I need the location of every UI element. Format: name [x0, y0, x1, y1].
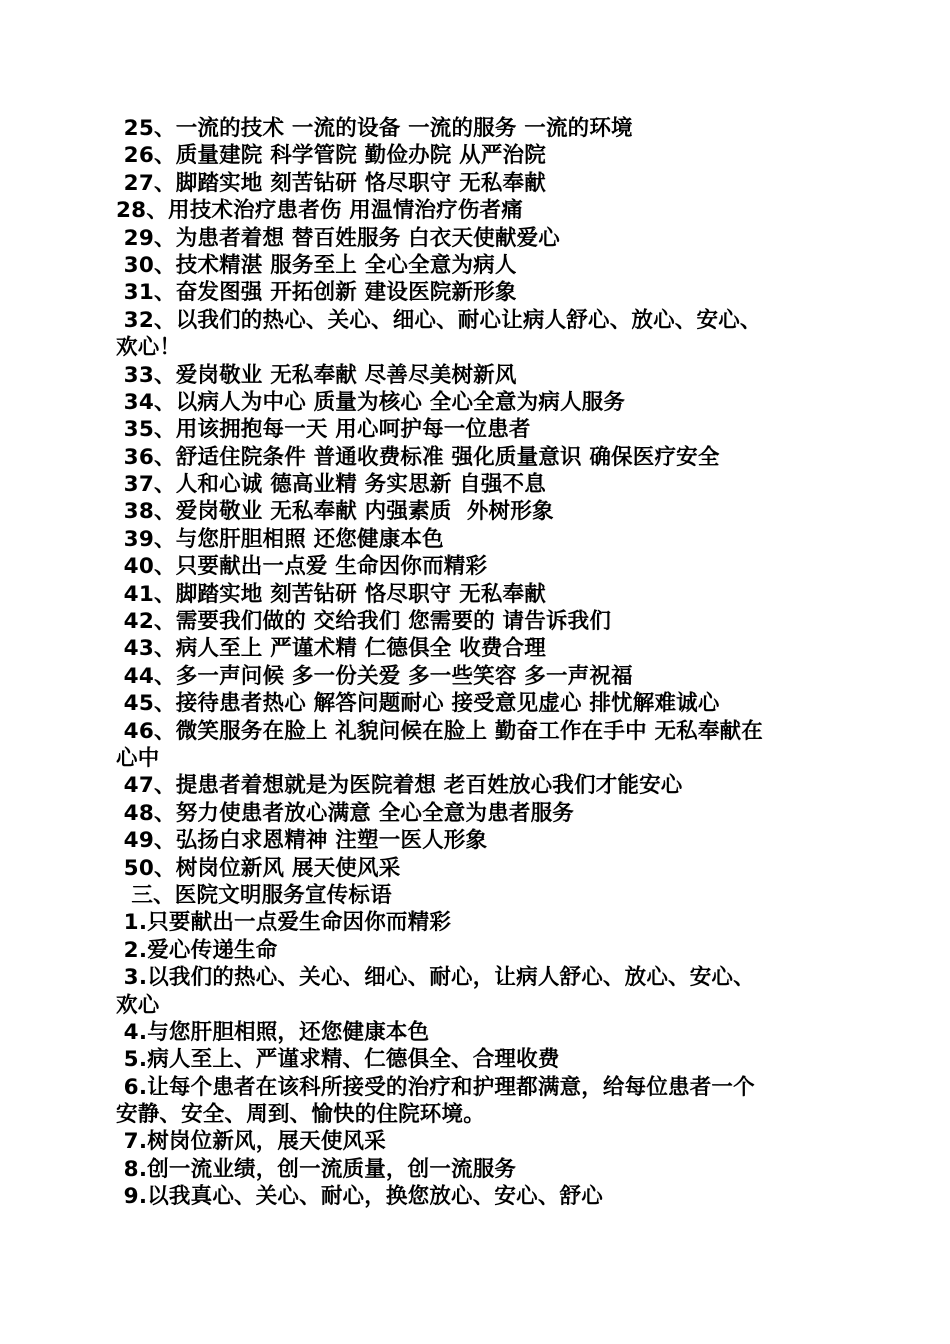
text-line: 45、接待患者热心 解答问题耐心 接受意见虚心 排忧解难诚心 — [116, 691, 720, 717]
section-heading: 三、医院文明服务宣传标语 — [116, 882, 392, 908]
text-line: 50、树岗位新风 展天使风采 — [116, 855, 401, 881]
text-line: 33、爱岗敬业 无私奉献 尽善尽美树新风 — [116, 362, 517, 388]
text-line: 36、舒适住院条件 普通收费标准 强化质量意识 确保医疗安全 — [116, 444, 720, 470]
text-line: 4.与您肝胆相照，还您健康本色 — [116, 1019, 430, 1045]
text-line: 35、用该拥抱每一天 用心呵护每一位患者 — [116, 417, 531, 443]
text-line: 7.树岗位新风，展天使风采 — [116, 1129, 386, 1155]
text-line: 48、努力使患者放心满意 全心全意为患者服务 — [116, 800, 574, 826]
text-line: 6.让每个患者在该科所接受的治疗和护理都满意，给每位患者一个 — [116, 1074, 755, 1100]
text-line: 39、与您肝胆相照 还您健康本色 — [116, 526, 444, 552]
text-line: 31、奋发图强 开拓创新 建设医院新形象 — [116, 280, 517, 306]
text-line: 34、以病人为中心 质量为核心 全心全意为病人服务 — [116, 389, 626, 415]
text-line: 32、以我们的热心、关心、细心、耐心让病人舒心、放心、安心、 — [116, 307, 762, 333]
text-line: 42、需要我们做的 交给我们 您需要的 请告诉我们 — [116, 609, 612, 635]
text-line: 41、脚踏实地 刻苦钻研 恪尽职守 无私奉献 — [116, 581, 546, 607]
text-line: 29、为患者着想 替百姓服务 白衣天使献爱心 — [116, 225, 560, 251]
text-line: 30、技术精湛 服务至上 全心全意为病人 — [116, 252, 517, 278]
text-line: 8.创一流业绩，创一流质量，创一流服务 — [116, 1156, 517, 1182]
text-line: 9.以我真心、关心、耐心，换您放心、安心、舒心 — [116, 1184, 603, 1210]
text-line-continuation: 安静、安全、周到、愉快的住院环境。 — [116, 1102, 485, 1128]
text-line: 37、人和心诚 德高业精 务实思新 自强不息 — [116, 472, 546, 498]
text-line-continuation: 欢心！ — [116, 335, 182, 361]
text-line: 26、质量建院 科学管院 勤俭办院 从严治院 — [116, 143, 546, 169]
text-line: 28、用技术治疗患者伤 用温情治疗伤者痛 — [116, 198, 523, 224]
text-line-continuation: 欢心 — [116, 992, 160, 1018]
text-line: 40、只要献出一点爱 生命因你而精彩 — [116, 554, 488, 580]
text-line: 27、脚踏实地 刻苦钻研 恪尽职守 无私奉献 — [116, 170, 546, 196]
text-line: 1.只要献出一点爱生命因你而精彩 — [116, 910, 452, 936]
text-line: 44、多一声问候 多一份关爱 多一些笑容 多一声祝福 — [116, 663, 633, 689]
text-line: 47、提患者着想就是为医院着想 老百姓放心我们才能安心 — [116, 773, 683, 799]
text-line-continuation: 心中 — [116, 745, 160, 771]
text-line: 38、爱岗敬业 无私奉献 内强素质 外树形象 — [116, 499, 554, 525]
text-line: 43、病人至上 严谨术精 仁德俱全 收费合理 — [116, 636, 546, 662]
text-line: 2.爱心传递生命 — [116, 937, 278, 963]
text-line: 3.以我们的热心、关心、细心、耐心，让病人舒心、放心、安心、 — [116, 965, 755, 991]
text-line: 46、微笑服务在脸上 礼貌问候在脸上 勤奋工作在手中 无私奉献在 — [116, 718, 763, 744]
document-page — [116, 115, 836, 1211]
text-line: 49、弘扬白求恩精神 注塑一医人形象 — [116, 828, 488, 854]
text-line: 5.病人至上、严谨求精、仁德俱全、合理收费 — [116, 1047, 560, 1073]
text-line: 25、一流的技术 一流的设备 一流的服务 一流的环境 — [116, 116, 633, 141]
